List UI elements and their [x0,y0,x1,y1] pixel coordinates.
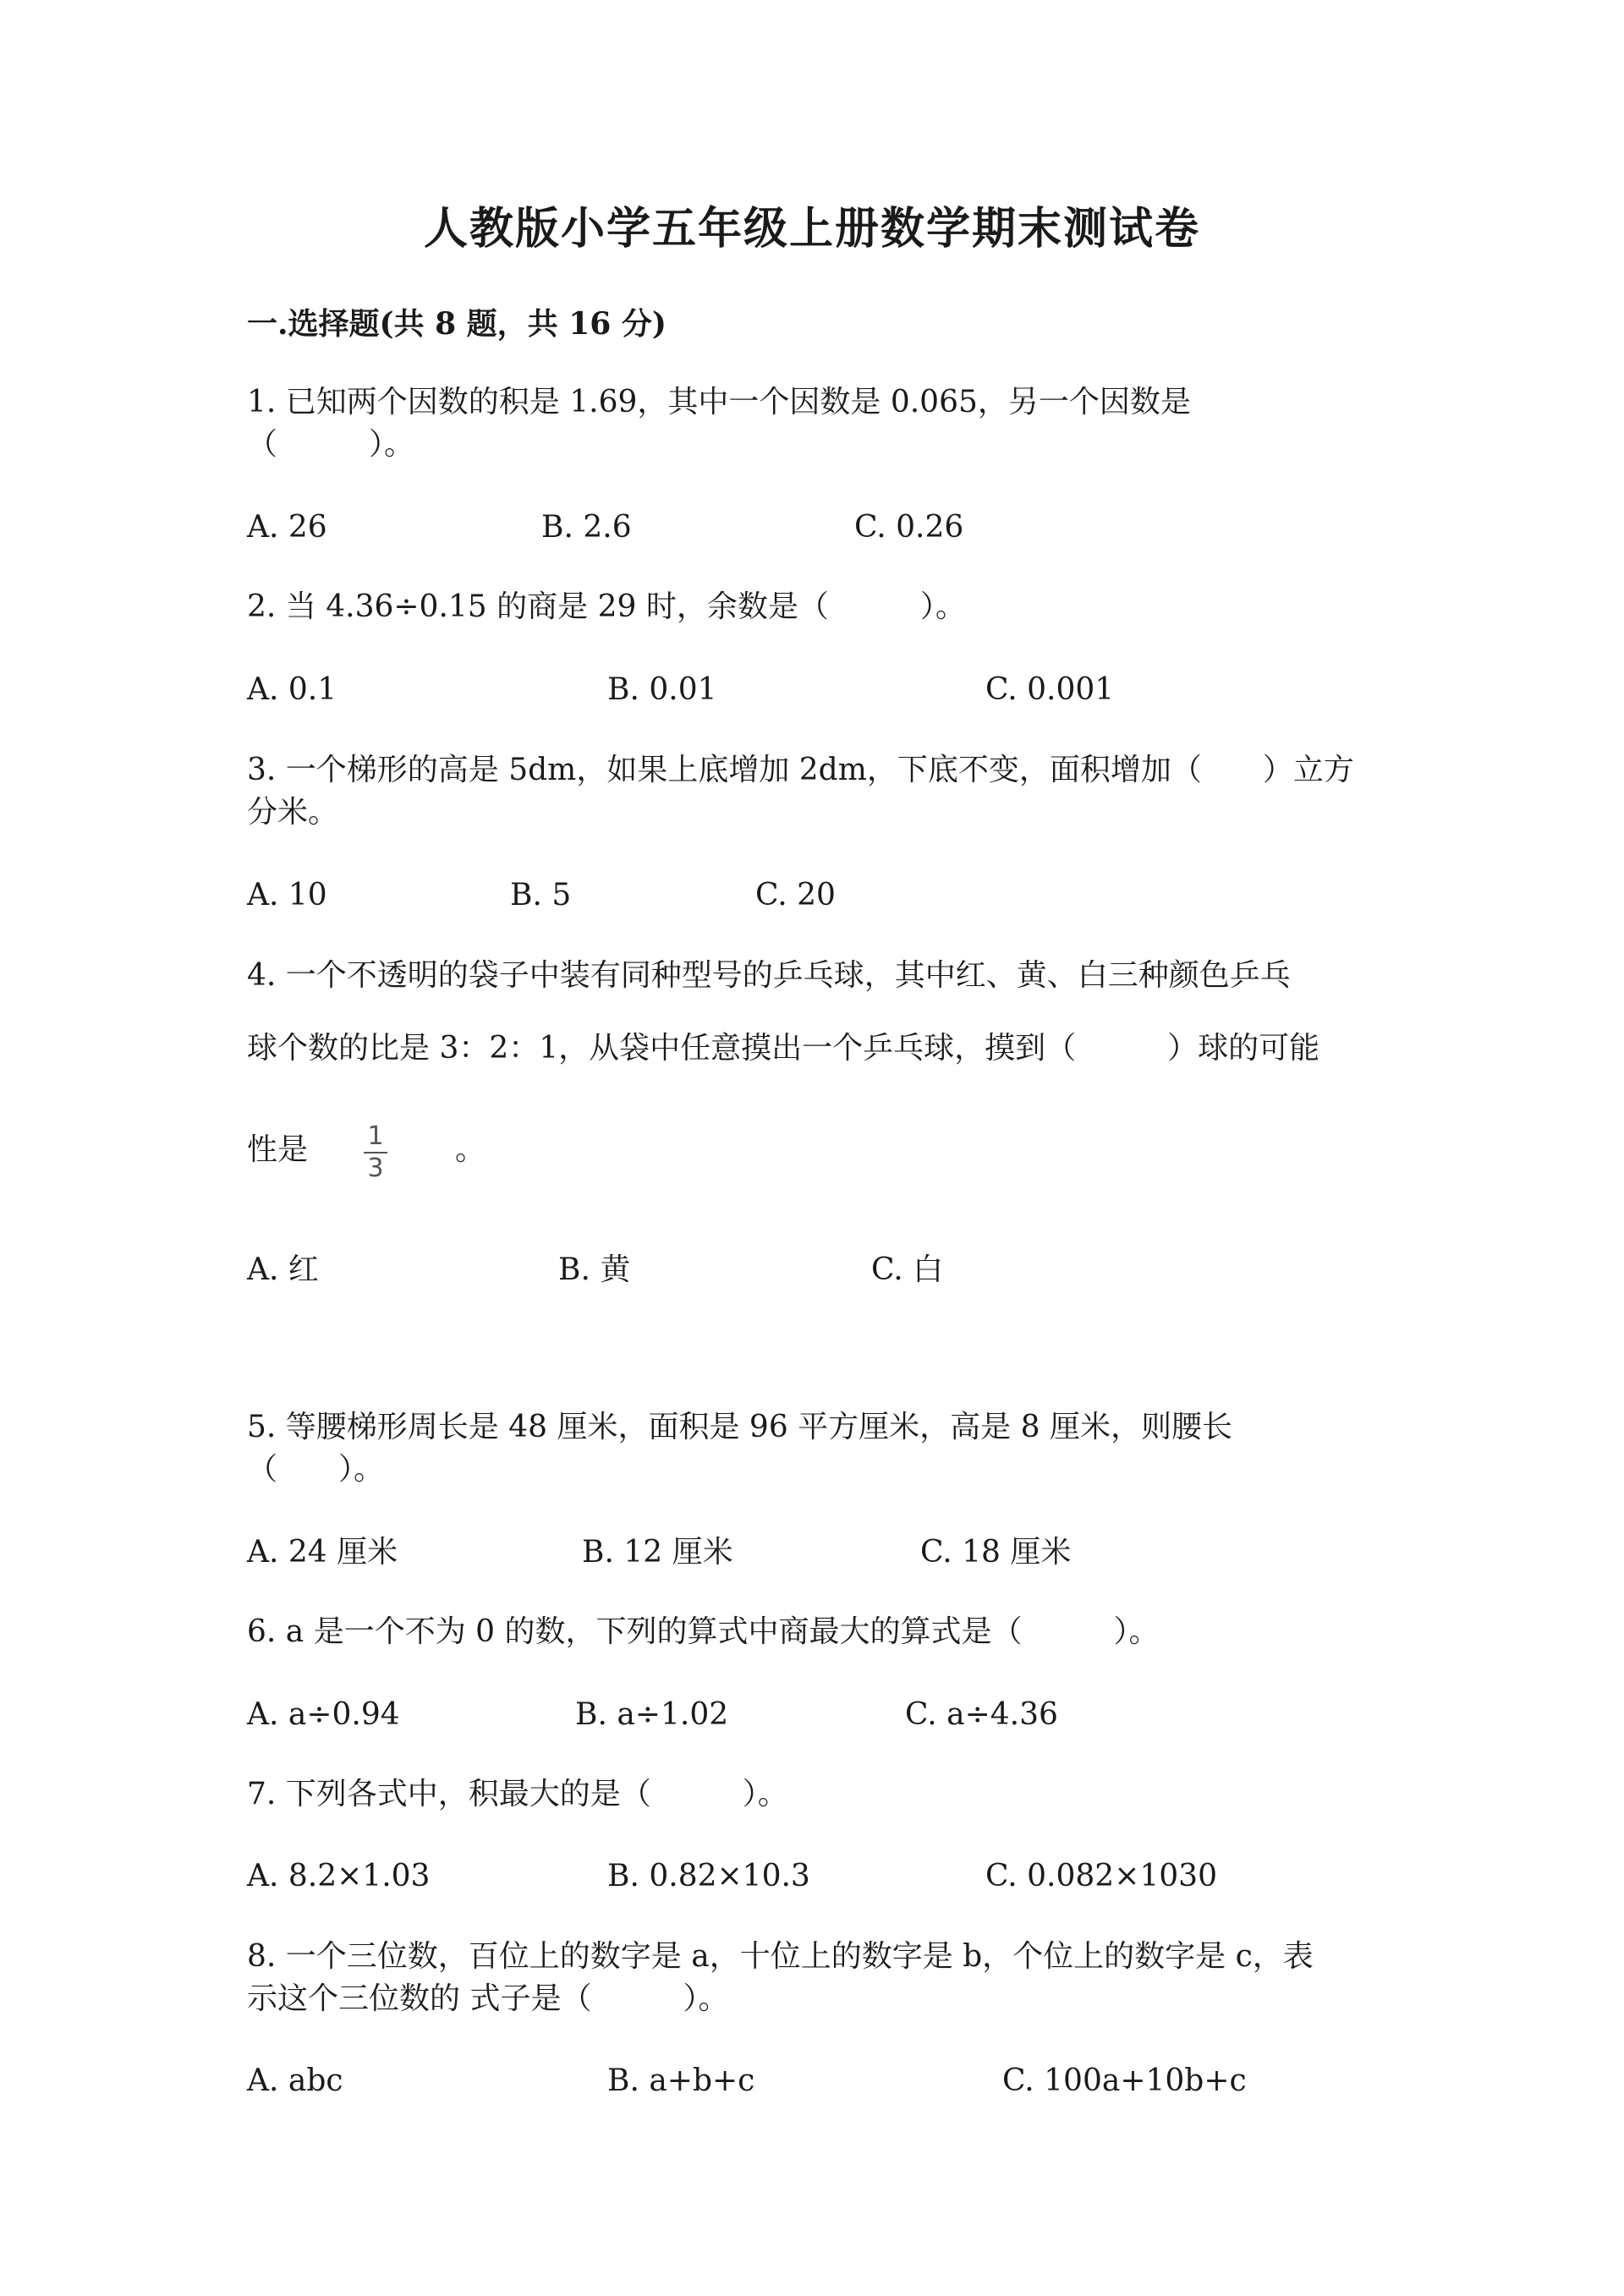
question-1-option-a: A. 26 [247,510,327,545]
question-2-option-b: B. 0.01 [607,672,717,707]
question-8-option-b: B. a+b+c [607,2063,755,2098]
fraction-one-third [359,1123,392,1182]
question-4-line-1: 4. 一个不透明的袋子中装有同种型号的乒乓球，其中红、黄、白三种颜色乒乓 [247,958,1291,993]
question-4-line-end: 。 [455,1132,486,1167]
question-4-option-a: A. 红 [247,1252,319,1287]
question-4-line-2: 球个数的比是 3：2：1，从袋中任意摸出一个乒乓球，摸到（ ）球的可能 [247,1031,1320,1066]
question-7-option-a: A. 8.2×1.03 [247,1859,431,1893]
question-6-option-b: B. a÷1.02 [575,1697,729,1732]
question-7-line-1: 7. 下列各式中，积最大的是（ ）。 [247,1777,788,1811]
fraction-numerator: 1 [367,1121,384,1151]
question-4-line-3: 性是 [247,1132,309,1167]
question-5-option-b: B. 12 厘米 [582,1535,733,1570]
question-2-option-a: A. 0.1 [247,672,337,707]
fraction-denominator: 3 [367,1153,384,1183]
question-5-option-a: A. 24 厘米 [247,1535,398,1570]
question-7-option-c: C. 0.082×1030 [985,1859,1217,1893]
question-5-option-c: C. 18 厘米 [920,1535,1072,1570]
exam-title: 人教版小学五年级上册数学期末测试卷 [423,203,1200,255]
question-2-line-1: 2. 当 4.36÷0.15 的商是 29 时，余数是（ ）。 [247,589,966,624]
question-8-option-c: C. 100a+10b+c [1002,2063,1247,2098]
question-4-option-b: B. 黄 [558,1252,631,1287]
question-1-line-1: 1. 已知两个因数的积是 1.69，其中一个因数是 0.065，另一个因数是 [247,385,1191,419]
question-8-line-1: 8. 一个三位数，百位上的数字是 a，十位上的数字是 b，个位上的数字是 c，表 [247,1939,1314,1974]
question-1-line-2: （ ）。 [247,427,415,462]
question-5-line-2: （ ）。 [247,1452,385,1487]
question-3-option-a: A. 10 [247,878,327,912]
question-8-option-a: A. abc [247,2063,343,2098]
question-8-line-2: 示这个三位数的 式子是（ ）。 [247,1981,729,2016]
question-1-option-c: C. 0.26 [854,510,964,545]
question-6-option-c: C. a÷4.36 [905,1697,1058,1732]
question-3-line-2: 分米。 [247,795,339,830]
section-heading: 一.选择题(共 8 题，共 16 分) [247,306,667,342]
question-3-option-b: B. 5 [510,878,572,912]
question-3-line-1: 3. 一个梯形的高是 5dm，如果上底增加 2dm，下底不变，面积增加（ ）立方 [247,753,1354,787]
question-6-option-a: A. a÷0.94 [247,1697,400,1732]
question-7-option-b: B. 0.82×10.3 [607,1859,810,1893]
question-6-line-1: 6. a 是一个不为 0 的数，下列的算式中商最大的算式是（ ）。 [247,1614,1160,1649]
question-1-option-b: B. 2.6 [541,510,632,545]
question-2-option-c: C. 0.001 [985,672,1115,707]
question-5-line-1: 5. 等腰梯形周长是 48 厘米，面积是 96 平方厘米，高是 8 厘米，则腰长 [247,1410,1232,1444]
question-3-option-c: C. 20 [755,878,836,912]
question-4-option-c: C. 白 [871,1252,944,1287]
